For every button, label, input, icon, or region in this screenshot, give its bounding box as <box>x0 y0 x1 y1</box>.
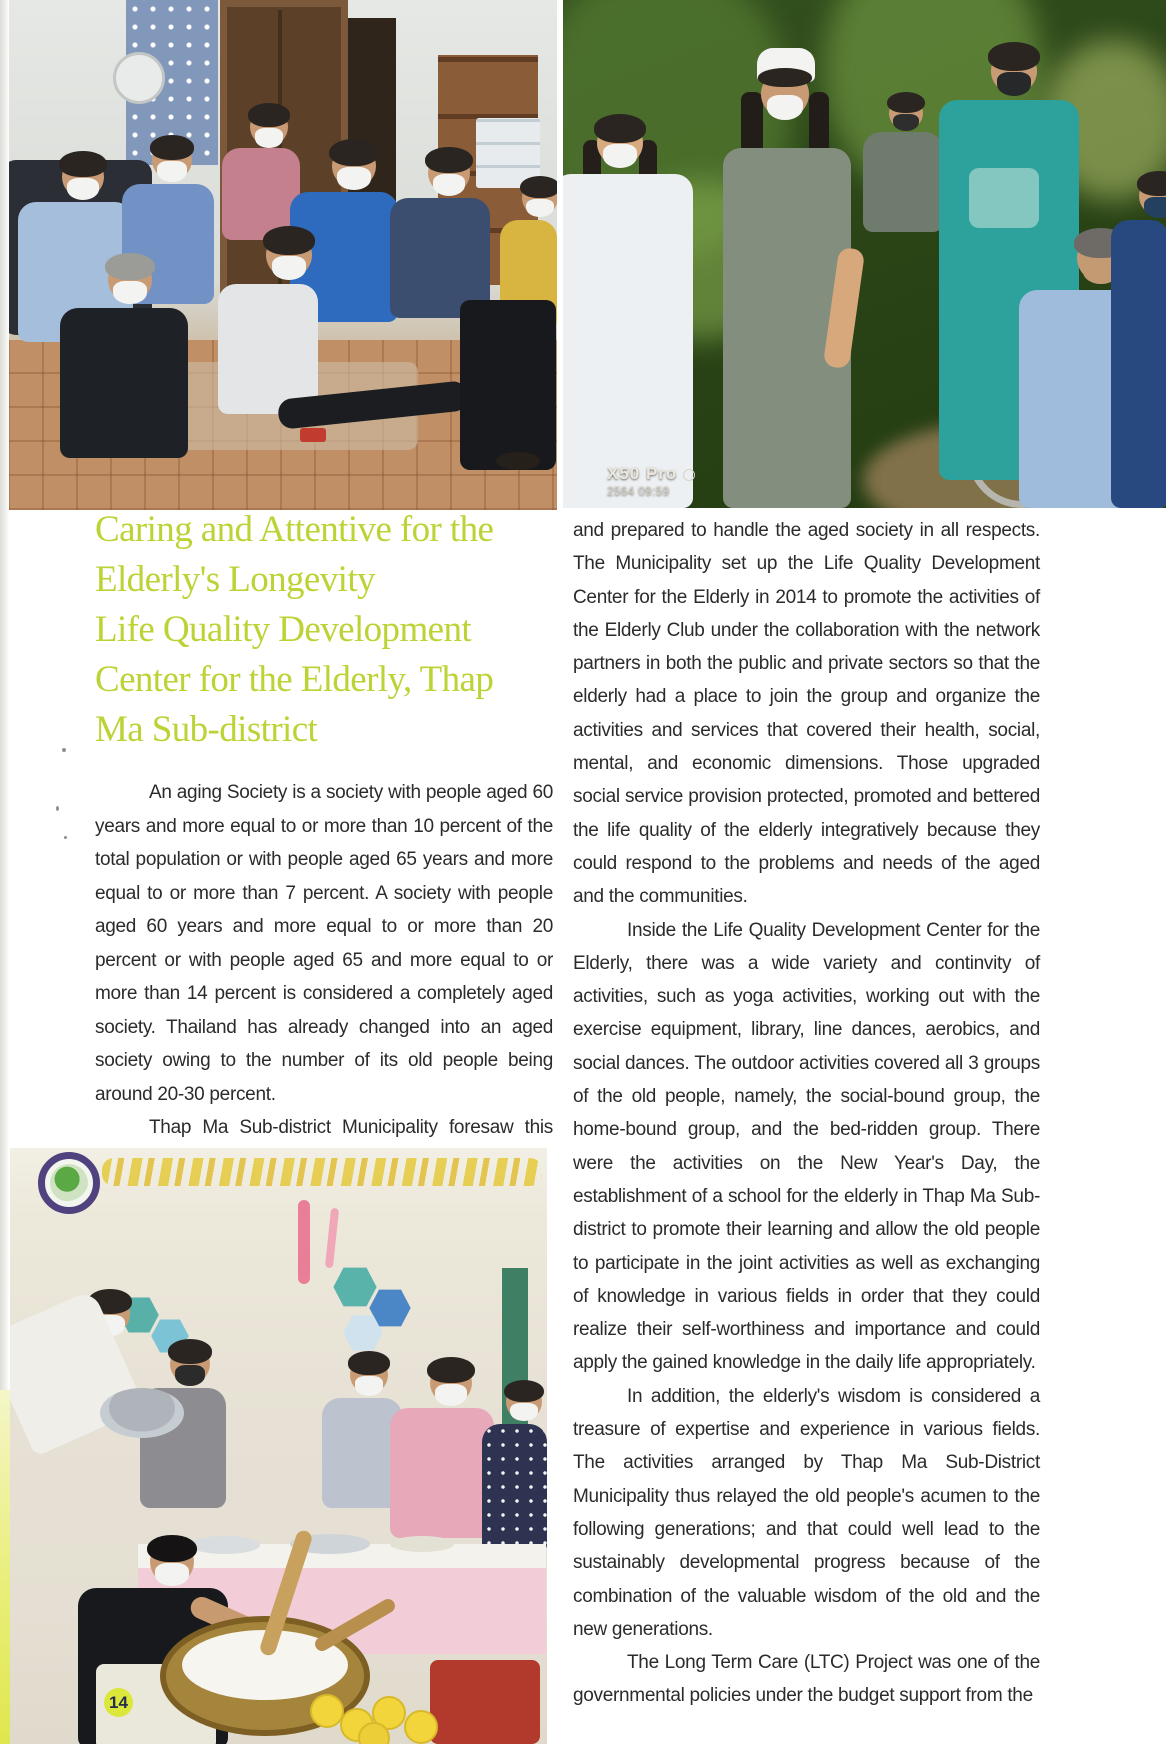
photo-elderly-group-indoor <box>8 0 557 510</box>
streamer-shape <box>325 1208 339 1269</box>
article-title-line: Center for the Elderly, Thap <box>95 659 494 700</box>
photo-outdoor-activity <box>563 0 1166 508</box>
person-torso <box>563 174 693 508</box>
person-head <box>150 1540 194 1584</box>
body-paragraph: The Long Term Care (LTC) Project was one of the governmental policies under the budget support from the <box>573 1652 1040 1707</box>
person-head <box>170 1344 210 1384</box>
face-mask <box>1144 197 1166 218</box>
face-mask <box>175 1365 205 1386</box>
left-text-column <box>95 776 553 1148</box>
person-head <box>332 144 376 188</box>
person-hair <box>988 42 1040 71</box>
person-head <box>991 48 1037 94</box>
person-hair <box>425 147 472 173</box>
mixing-bowl-shape <box>100 1388 184 1438</box>
person-hair <box>348 1351 391 1375</box>
jersey-design-shape <box>969 168 1039 228</box>
camera-watermark-model: X50 Pro <box>607 464 678 483</box>
person-hair <box>504 1380 544 1402</box>
person-head <box>761 70 809 118</box>
person-head <box>430 1362 472 1404</box>
face-mask <box>433 174 465 196</box>
face-mask <box>435 1384 467 1406</box>
body-paragraph: In addition, the elderly's wisdom is considered a treasure of expertise and experience in various fields. The activities arranged by Thap Ma Sub-District Municipality thus relayed the old people's acumen to the following generations; and that could well lead to the sustainably developmental progress because of the combination of the valuable wisdom of the old and the new generations. <box>573 1385 1040 1640</box>
face-mask <box>355 1376 384 1396</box>
article-title-line: Life Quality Development <box>95 609 472 650</box>
article-title-line: Caring and Attentive for the <box>95 509 494 550</box>
person-head <box>108 258 152 302</box>
face-mask <box>767 95 804 120</box>
scan-speck <box>62 748 66 752</box>
person-torso <box>482 1424 547 1554</box>
face-mask <box>255 128 284 148</box>
article-title <box>95 505 570 755</box>
person-head <box>350 1356 388 1394</box>
person-head <box>1139 176 1166 216</box>
hexagon-decor-shape <box>332 1266 378 1308</box>
person-hair <box>147 1535 196 1562</box>
camera-logo-icon <box>683 469 695 481</box>
food-tray-shape <box>390 1536 454 1552</box>
camera-watermark <box>607 464 695 498</box>
fruit-shape <box>310 1694 344 1728</box>
photo-community-cooking <box>10 1148 547 1744</box>
face-mask <box>113 281 146 304</box>
person-torso <box>863 132 943 232</box>
face-mask <box>603 144 638 168</box>
face-mask <box>272 256 307 280</box>
streamer-shape <box>298 1200 310 1284</box>
person-torso <box>390 1408 494 1538</box>
person-hair <box>1137 171 1166 196</box>
person-head <box>428 152 470 194</box>
person-head <box>889 96 923 130</box>
phone-on-floor-shape <box>300 428 326 442</box>
person-hair <box>427 1357 474 1383</box>
body-paragraph: Thap Ma Sub-district Municipality foresaw this <box>149 1117 553 1138</box>
face-mask <box>67 178 99 200</box>
body-paragraph: An aging Society is a society with people aged 60 years and more equal to or more than 10 percent of the total population or with people aged 65 years and more equal to or more than 7 percent. A society with people aged 60 years and more equal to or more than 20 percent or with people aged 65 and more equal to or more than 14 percent is considered a completely aged society. Thailand has already changed into an aged society owing to the number of its old people being around 20-30 percent. <box>95 782 553 1105</box>
article-title-line: Elderly's Longevity <box>95 559 375 600</box>
thai-banner-shape <box>102 1158 542 1186</box>
person-hair <box>168 1339 213 1364</box>
municipality-emblem-core <box>50 1164 88 1202</box>
page-gutter-yellow-strip <box>0 1390 10 1744</box>
person-hair <box>329 139 378 166</box>
person-head <box>522 180 557 216</box>
person-legs-shape <box>460 300 556 470</box>
person-hair <box>248 103 291 127</box>
shoe-shape <box>496 452 540 470</box>
face-mask <box>510 1403 537 1422</box>
person-hair <box>105 253 154 280</box>
right-text-column <box>573 514 1040 1707</box>
face-mask <box>526 199 553 218</box>
body-paragraph: and prepared to handle the aged society in all respects. The Municipality set up the Life Quality Development Center for the Elderly in 2014 to promote the activities of the Elderly Club under the collaboration with the network partners in both the public and private sectors so that the elderly had a place to join the group and organize the activities and services that covered their health, social, mental, and economic dimensions. Those upgraded social service provision protected, promoted and bettered the life quality of the elderly integratively because they could respond to the problems and needs of the aged and the communities. <box>573 520 1040 908</box>
body-paragraph: Inside the Life Quality Development Center for the Elderly, there was a wide variety and continvity of activities, such as yoga activities, working out with the exercise equipment, library, line dances, aerobics, and social dances. The outdoor activities covered all 3 groups of the old people, namely, the social-bound group, the home-bound group, and the bed-ridden group. There were the activities on the New Year's Day, the establishment of a school for the elderly in Thap Ma Sub-district to promote their learning and allow the old people to participate in the joint activities as well as exchanging of knowledge in various fields in order that they could realize their self-worthiness and importance and could apply the gained knowledge in the daily life appropriately. <box>573 919 1040 1374</box>
person-head <box>62 156 104 198</box>
person-head <box>266 232 312 278</box>
wall-fan-shape <box>113 52 165 104</box>
page-number-badge: 14 <box>104 1688 133 1717</box>
scan-speck <box>56 806 59 811</box>
camera-watermark-timestamp: 2564 09:59 <box>607 486 670 498</box>
person-torso <box>1111 220 1166 508</box>
article-title-line: Ma Sub-district <box>95 709 318 750</box>
person-torso <box>218 284 318 414</box>
person-head <box>506 1384 542 1420</box>
person-head <box>152 140 192 180</box>
person-hair <box>887 92 925 113</box>
fruit-shape <box>404 1710 438 1744</box>
scan-speck <box>64 836 67 839</box>
red-chair-shape <box>430 1660 540 1744</box>
face-mask <box>155 1563 188 1586</box>
person-hair <box>150 135 195 160</box>
person-torso <box>60 308 188 458</box>
person-head <box>250 108 288 146</box>
face-mask <box>997 72 1032 96</box>
person-hair <box>594 114 646 143</box>
food-tray-shape <box>190 1536 260 1554</box>
face-mask <box>337 167 370 190</box>
face-mask <box>157 161 187 182</box>
person-hair <box>263 226 315 255</box>
person-head <box>597 120 643 166</box>
person-hair <box>758 68 812 87</box>
person-hair <box>520 176 557 198</box>
person-hair <box>59 151 106 177</box>
